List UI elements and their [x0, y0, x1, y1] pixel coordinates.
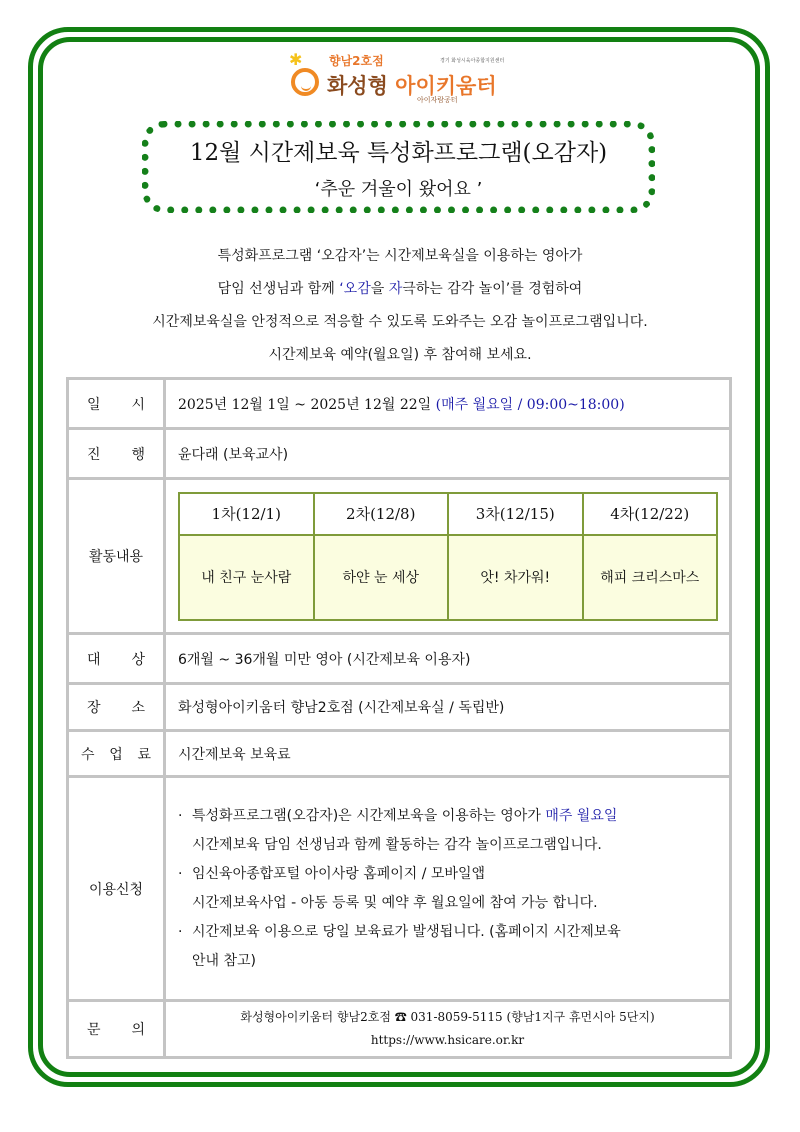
activity-sessions-table: [178, 492, 718, 621]
session-round: 1차(12/1): [179, 493, 314, 535]
host-value: 윤다래 (보육교사): [165, 429, 731, 479]
intro-line-1: 특성화프로그램 ‘오감자’는 시간제보육실을 이용하는 영아가: [217, 248, 583, 264]
logo-name: 화성형 아이키움터: [327, 74, 497, 98]
logo-org-text: 경기 화성시육아종합지원센터: [440, 58, 505, 64]
table-row-contact: 문 의 화성형아이키움터 향남2호점 ☎ 031-8059-5115 (향남1지구 휴먼시아 5단지) https://www.hsicare.or.kr: [68, 1001, 731, 1058]
apply-label: 이용신청: [68, 777, 165, 1001]
activity-label: 활동내용: [68, 479, 165, 634]
fee-value: 시간제보육 보육료: [165, 731, 731, 777]
session-round: 3차(12/15): [448, 493, 583, 535]
session-title: 해피 크리스마스: [583, 535, 718, 620]
page-subtitle: ‘추운 겨울이 왔어요 ’: [314, 179, 483, 200]
page-title: 12월 시간제보육 특성화프로그램(오감자): [189, 140, 608, 166]
logo-subtitle: 아이자람공터: [417, 96, 458, 104]
program-info-table: [66, 377, 732, 1059]
place-value: 화성형아이키움터 향남2호점 (시간제보육실 / 독립반): [165, 684, 731, 731]
intro-line-2: 담임 선생님과 함께 ‘오감을 자극하는 감각 놀이’를 경험하여: [217, 281, 583, 297]
list-item: · 임신육아종합포털 아이사랑 홈페이지 / 모바일앱 시간제보육사업 - 아동 등록 및 예약 후 월요일에 참여 가능 합니다.: [178, 865, 598, 911]
table-row-schedule: 일 시 2025년 12월 1일 ~ 2025년 12월 22일 (매주 월요일 / 09:00~18:00): [68, 379, 731, 429]
table-row-host: 진 행 윤다래 (보육교사): [68, 429, 731, 479]
list-item: · 특성화프로그램(오감자)은 시간제보육을 이용하는 영아가 매주 월요일 시간제보육 담임 선생님과 함께 활동하는 감각 놀이프로그램입니다.: [178, 807, 618, 853]
session-round: 4차(12/22): [583, 493, 718, 535]
intro-line-3: 시간제보육실을 안정적으로 적응할 수 있도록 도와주는 오감 놀이프로그램입니다.: [152, 314, 648, 330]
contact-info: 화성형아이키움터 향남2호점 ☎ 031-8059-5115 (향남1지구 휴먼시아 5단지): [240, 1010, 655, 1024]
table-row-apply: [68, 777, 731, 1001]
intro-line-4: 시간제보육 예약(월요일) 후 참여해 보세요.: [268, 347, 532, 363]
session-title: 앗! 차가워!: [448, 535, 583, 620]
target-value: 6개월 ~ 36개월 미만 영아 (시간제보육 이용자): [165, 634, 731, 684]
star-icon: ✱: [289, 50, 303, 69]
table-row-fee: 수 업 료 시간제보육 보육료: [68, 731, 731, 777]
schedule-value: 2025년 12월 1일 ~ 2025년 12월 22일 (매주 월요일 / 09:00~18:00): [165, 379, 731, 429]
session-round: 2차(12/8): [314, 493, 449, 535]
title-box: [142, 121, 655, 213]
table-row-target: 대 상 6개월 ~ 36개월 미만 영아 (시간제보육 이용자): [68, 634, 731, 684]
session-title: 하얀 눈 세상: [314, 535, 449, 620]
list-item: · 시간제보육 이용으로 당일 보육료가 발생됩니다. (홈페이지 시간제보육 안내 참고): [178, 923, 621, 969]
smiley-face-icon: [291, 68, 319, 96]
logo: [285, 50, 525, 110]
session-title: 내 친구 눈사람: [179, 535, 314, 620]
website-link[interactable]: https://www.hsicare.or.kr: [370, 1033, 525, 1047]
table-row-activity: [68, 479, 731, 634]
logo-branch: 향남2호점: [329, 54, 384, 68]
table-row-place: 장 소 화성형아이키움터 향남2호점 (시간제보육실 / 독립반): [68, 684, 731, 731]
apply-instructions-list: [174, 794, 721, 984]
intro-paragraph: [60, 240, 740, 372]
